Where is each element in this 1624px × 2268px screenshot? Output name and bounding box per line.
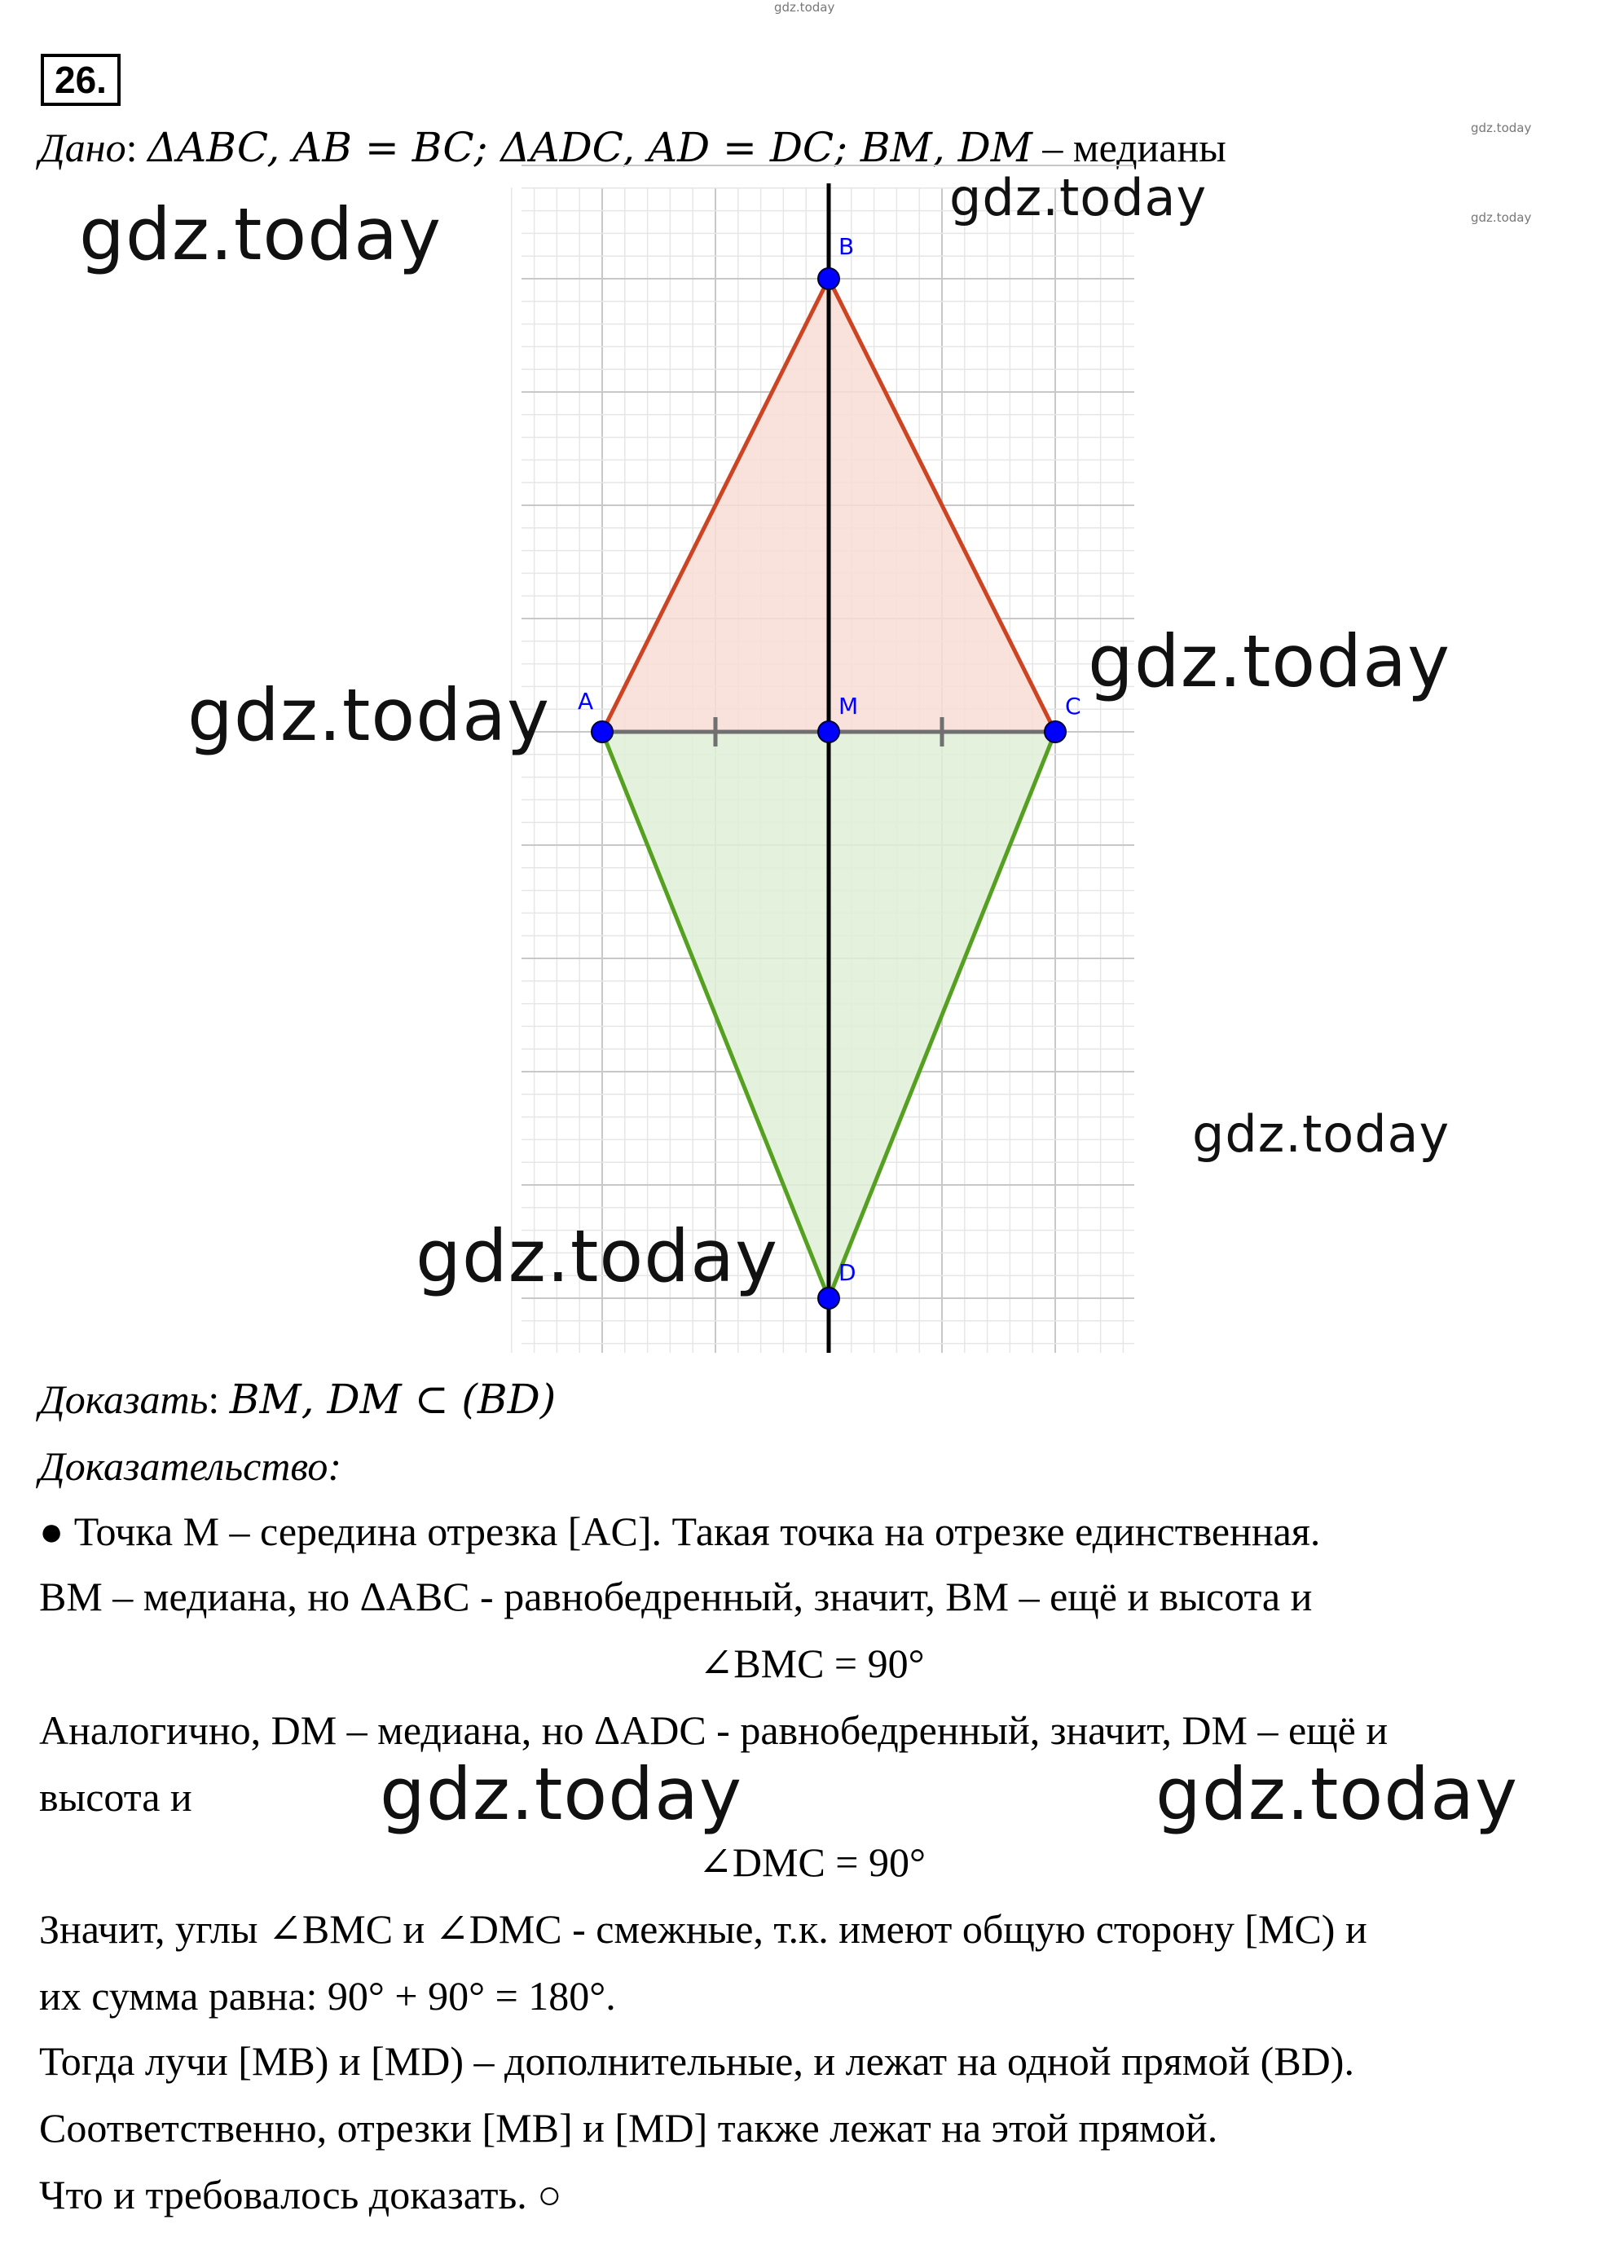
problem-number: 26. bbox=[41, 54, 121, 106]
proof-line-9: Тогда лучи [MB) и [MD) – дополнительные, и лежат на одной прямой (BD). bbox=[39, 2038, 1354, 2084]
point-label-b: B bbox=[838, 233, 855, 260]
given-dash-text: – медианы bbox=[1032, 125, 1226, 170]
watermark-5: gdz.today bbox=[1192, 1104, 1450, 1164]
watermark-2: gdz.today bbox=[949, 168, 1208, 227]
proof-line-8: их сумма равна: 90° + 90° = 180°. bbox=[39, 1973, 616, 2019]
proof-line-3: ∠BMC = 90° bbox=[699, 1640, 925, 1686]
prove-colon: : bbox=[208, 1376, 220, 1422]
watermark-8: gdz.today bbox=[1155, 1752, 1519, 1836]
point-m bbox=[818, 721, 839, 742]
proof-line-5: высота и bbox=[39, 1774, 192, 1820]
given-math: ΔABC, AB = BC; ΔADC, AD = DC; BM, DM bbox=[147, 124, 1032, 171]
point-label-c: C bbox=[1065, 693, 1081, 720]
watermark-small-right-2: gdz.today bbox=[1471, 210, 1532, 225]
proof-line-4: Аналогично, DM – медиана, но ΔADC - равнобедренный, значит, DM – ещё и bbox=[39, 1707, 1389, 1753]
prove-math: BM, DM ⊂ (BD) bbox=[229, 1376, 557, 1423]
point-label-a: A bbox=[578, 688, 594, 715]
watermark-small-right-1: gdz.today bbox=[1471, 121, 1532, 135]
point-c bbox=[1045, 721, 1066, 742]
proof-line-2: BM – медиана, но ΔABC - равнобедренный, значит, BM – ещё и высота и bbox=[39, 1574, 1313, 1619]
prove-line bbox=[39, 1376, 556, 1423]
watermark-7: gdz.today bbox=[380, 1752, 743, 1836]
given-colon: : bbox=[125, 125, 138, 170]
point-b bbox=[818, 268, 839, 289]
watermark-small-top: gdz.today bbox=[774, 0, 835, 15]
proof-line-11: Что и требовалось доказать. ○ bbox=[39, 2172, 562, 2217]
given-label: Дано bbox=[39, 125, 126, 170]
watermark-6: gdz.today bbox=[416, 1214, 779, 1298]
watermark-1: gdz.today bbox=[79, 192, 442, 276]
watermark-3: gdz.today bbox=[1088, 619, 1451, 703]
point-label-d: D bbox=[838, 1259, 856, 1286]
proof-label: Доказательство: bbox=[39, 1443, 342, 1489]
proof-line-7: Значит, углы ∠BMC и ∠DMC - смежные, т.к. имеют общую сторону [MC) и bbox=[39, 1906, 1367, 1952]
prove-label: Доказать bbox=[39, 1376, 209, 1422]
watermark-4: gdz.today bbox=[187, 673, 551, 757]
proof-line-1: ● Точка M – середина отрезка [AC]. Такая точка на отрезке единственная. bbox=[39, 1508, 1321, 1554]
point-label-m: M bbox=[838, 693, 859, 720]
point-a bbox=[592, 721, 613, 742]
proof-line-6: ∠DMC = 90° bbox=[698, 1839, 926, 1885]
point-d bbox=[818, 1288, 839, 1309]
proof-line-10: Соответственно, отрезки [MB] и [MD] также лежат на этой прямой. bbox=[39, 2105, 1218, 2151]
